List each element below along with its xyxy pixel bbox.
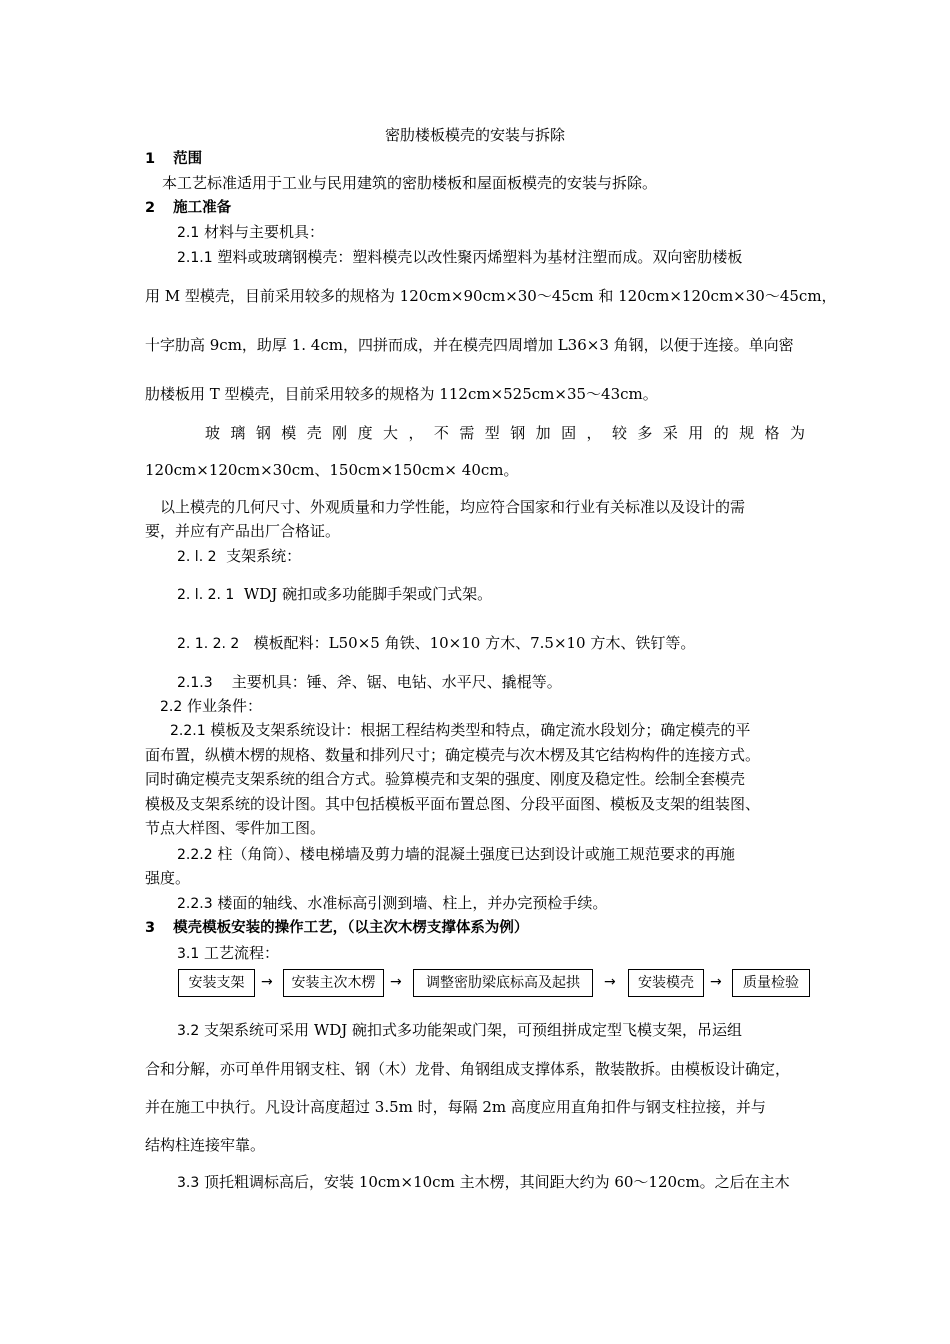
- flow-step-quality-check: 质量检验: [732, 969, 810, 997]
- section-title: 模壳模板安装的操作工艺，（以主次木楞支撑体系为例）: [173, 920, 529, 936]
- paragraph-line: 同时确定模壳支架系统的组合方式。验算模壳和支架的强度、刚度及稳定性。绘制全套模壳: [145, 770, 746, 788]
- paragraph-line: 并在施工中执行。凡设计高度超过 3.5m 时，每隔 2m 高度应用直角扣件与钢支柱拉接，并与: [145, 1098, 766, 1116]
- subsection-number: 2.1.3: [177, 675, 213, 691]
- section-number: 1: [145, 151, 156, 167]
- subsection-number: 2.2.2: [177, 847, 213, 863]
- subsection-text: 模板配料：L50×5 角铁、10×10 方木、7.5×10 方木、铁钉等。: [253, 634, 696, 652]
- subsection-2-2-3: [177, 893, 607, 914]
- paragraph-line: 用 M 型模壳，目前采用较多的规格为 120cm×90cm×30～45cm 和 120cm×120cm×30～45cm，: [145, 287, 837, 305]
- paragraph-line: 合和分解，亦可单件用钢支柱、钢（木）龙骨、角钢组成支撑体系，散装散拆。由模板设计确定，: [145, 1060, 791, 1078]
- paragraph-line: 强度。: [145, 869, 191, 887]
- subsection-number: 2. 1. 2. 2: [177, 636, 240, 652]
- subsection-2-2: [160, 696, 262, 717]
- subsection-3-2-line: [177, 1020, 742, 1041]
- subsection-2-1-2: [177, 546, 301, 567]
- subsection-number: 2. l. 2: [177, 549, 217, 565]
- subsection-2-1-3: [177, 672, 562, 693]
- flow-step-install-joists: 安装主次木楞: [283, 969, 384, 997]
- subsection-number: 2.2.1: [170, 723, 206, 739]
- paragraph-line: 120cm×120cm×30cm、150cm×150cm× 40cm。: [145, 461, 519, 479]
- paragraph-text: 模板及支架系统设计：根据工程结构类型和特点，确定流水段划分；确定模壳的平: [210, 721, 751, 739]
- section-1-heading: [145, 149, 202, 169]
- subsection-number: 2.1: [177, 225, 200, 241]
- section-title: 范围: [173, 151, 203, 167]
- paragraph-line: 要，并应有产品出厂合格证。: [145, 522, 341, 540]
- paragraph-line: 节点大样图、零件加工图。: [145, 819, 326, 837]
- section-3-heading: [145, 918, 528, 938]
- paragraph-line: 玻 璃 钢 模 壳 刚 度 大 ， 不 需 型 钢 加 固 ， 较 多 采 用 的 规 格 为: [205, 424, 805, 442]
- subsection-2-1-2-1: [177, 584, 492, 605]
- paragraph-line: 十字肋高 9cm，助厚 1. 4cm，四拼而成，并在模壳四周增加 L36×3 角钢，以便于连接。单向密: [145, 336, 794, 354]
- subsection-3-1: [177, 943, 279, 964]
- subsection-text: 主要机具：锤、斧、锯、电钻、水平尺、撬棍等。: [231, 673, 562, 691]
- flow-step-install-support: 安装支架: [178, 969, 255, 997]
- process-flow-diagram: [178, 969, 810, 999]
- flow-arrow-icon: →: [710, 974, 722, 990]
- subsection-2-2-1-line: [170, 720, 750, 741]
- paragraph-text: 塑料或玻璃钢模壳：塑料模壳以改性聚丙烯塑料为基材注塑而成。双向密肋楼板: [217, 248, 743, 266]
- subsection-number: 2.1.1: [177, 250, 213, 266]
- paragraph-text: 支架系统可采用 WDJ 碗扣式多功能架或门架，可预组拼成定型飞模支架，吊运组: [204, 1021, 743, 1039]
- subsection-text: 工艺流程：: [204, 944, 280, 962]
- paragraph-text: 顶托粗调标高后，安装 10cm×10cm 主木楞，其间距大约为 60～120cm。之后在主木: [204, 1173, 790, 1191]
- subsection-number: 2.2: [160, 699, 183, 715]
- flow-arrow-icon: →: [390, 974, 402, 990]
- paragraph-line: 以上模壳的几何尺寸、外观质量和力学性能，均应符合国家和行业有关标准以及设计的需: [160, 498, 746, 516]
- paragraph-line: 面布置，纵横木楞的规格、数量和排列尺寸；确定模壳与次木楞及其它结构构件的连接方式。: [145, 746, 761, 764]
- subsection-number: 3.3: [177, 1175, 200, 1191]
- flow-step-install-shell: 安装模壳: [628, 969, 704, 997]
- paragraph: 本工艺标准适用于工业与民用建筑的密肋楼板和屋面板模壳的安装与拆除。: [162, 174, 658, 192]
- section-2-heading: [145, 198, 231, 218]
- paragraph-line: 模极及支架系统的设计图。其中包括模板平面布置总图、分段平面图、模板及支架的组装图、: [145, 795, 761, 813]
- subsection-2-2-2-line: [177, 844, 735, 865]
- subsection-number: 2. l. 2. 1: [177, 587, 235, 603]
- subsection-text: 作业条件：: [187, 697, 263, 715]
- subsection-text: 支架系统：: [226, 547, 302, 565]
- subsection-2-1-2-2: [177, 633, 695, 654]
- subsection-text: 楼面的轴线、水准标高引测到墙、柱上，并办完预检手续。: [217, 894, 608, 912]
- paragraph-text: 柱（角筒）、楼电梯墙及剪力墙的混凝土强度已达到设计或施工规范要求的再施: [217, 845, 735, 863]
- subsection-2-1: [177, 222, 324, 243]
- flow-arrow-icon: →: [604, 974, 616, 990]
- section-number: 3: [145, 920, 156, 936]
- subsection-text: WDJ 碗扣或多功能脚手架或门式架。: [243, 585, 493, 603]
- section-number: 2: [145, 200, 156, 216]
- flow-step-adjust-elevation: 调整密肋梁底标高及起拱: [413, 969, 593, 997]
- subsection-number: 3.2: [177, 1023, 200, 1039]
- subsection-2-1-1-line: [177, 247, 742, 268]
- paragraph-line: 结构柱连接牢靠。: [145, 1136, 266, 1154]
- subsection-text: 材料与主要机具：: [204, 223, 325, 241]
- subsection-number: 3.1: [177, 946, 200, 962]
- section-title: 施工准备: [173, 200, 232, 216]
- subsection-number: 2.2.3: [177, 896, 213, 912]
- paragraph-line: 肋楼板用 T 型模壳，目前采用较多的规格为 112cm×525cm×35～43cm。: [145, 385, 658, 403]
- document-title: 密肋楼板模壳的安装与拆除: [384, 126, 565, 144]
- flow-arrow-icon: →: [261, 974, 273, 990]
- subsection-3-3-line: [177, 1172, 790, 1193]
